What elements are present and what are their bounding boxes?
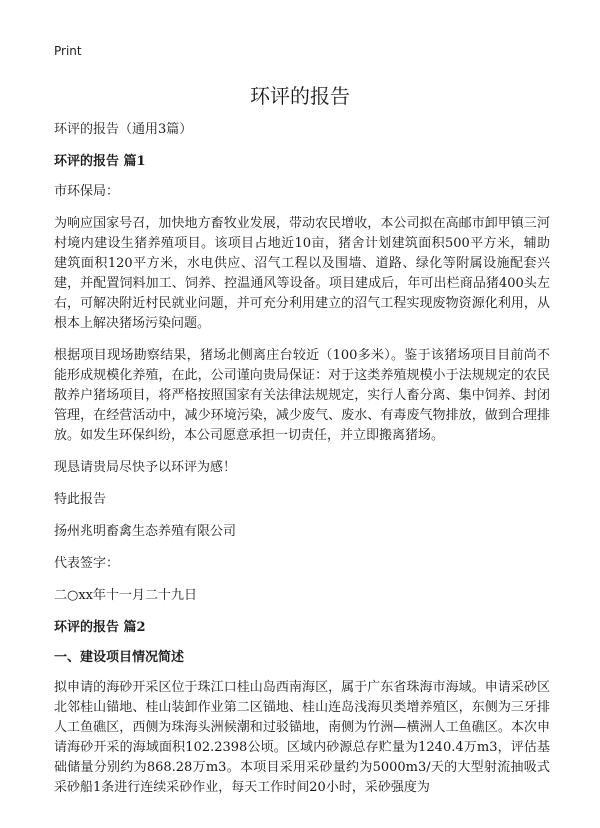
section-1-paragraph-3: 现恳请贵局尽快予以环评为感！ [54, 460, 237, 475]
section-1-paragraph-1: 为响应国家号召，加快地方畜牧业发展，带动农民增收，本公司拟在高邮市卸甲镇三河村境内建设生猪养殖项目。该项目占地近10亩，猪舍计划建筑面积500平方米，辅助建筑面积120平方米，水电供应、沼气工程以及围墙、道路、绿化等附属设施配套兴建，并配置饲料加工、饲养、控温通风等设备。项目建成后，年可出栏商品猪400头左右，可解决附近村民就业问题，并可充分利用建立的沼气工程实现废物资源化利用，从根本上解决猪场污染问题。 [54, 216, 550, 331]
print-link[interactable]: Print [54, 44, 82, 58]
closing-line: 特此报告 [54, 492, 107, 507]
representative-signature: 代表签字： [54, 556, 120, 571]
document-body [54, 120, 550, 810]
section-2-heading: 环评的报告 篇2 [54, 620, 146, 635]
section-1-paragraph-2: 根据项目现场勘察结果，猪场北侧离庄台较近（100多米）。鉴于该猪场项目目前尚不能形成规模化养殖，在此，公司谨向贵局保证：对于这类养殖规模小于法规规定的农民散养户猪场项目，将严格按照国家有关法律法规规定，实行人畜分离、集中饲养、封闭管理，在经营活动中，减少环境污染，减少废气、废水、有毒废气物排放，做到合理排放。如发生环保纠纷，本公司愿意承担一切责任，并立即搬离猪场。 [54, 348, 550, 443]
section-2-paragraph-1: 拟申请的海砂开采区位于珠江口桂山岛西南海区，属于广东省珠海市海域。申请采砂区北邻桂山锚地、桂山装卸作业第二区锚地、桂山连岛浅海贝类增养殖区，东侧为三牙排人工鱼礁区，西侧为珠海头洲候潮和过驳锚地，南侧为竹洲—横洲人工鱼礁区。本次申请海砂开采的海域面积102.2398公顷。区域内砂源总存贮量为1240.4万m3，评估基础储量分别约为868.28万m3。本项目采用采砂量约为5000m3/天的大型射流抽吸式采砂船1条进行连续采砂作业，每天工作时间20小时，采砂强度为 [54, 680, 550, 795]
company-name: 扬州兆明畜禽生态养殖有限公司 [54, 524, 237, 539]
section-1-heading: 环评的报告 篇1 [54, 154, 146, 169]
document-title: 环评的报告 [250, 84, 350, 108]
document-subtitle: 环评的报告（通用3篇） [54, 122, 193, 137]
salutation: 市环保局： [54, 184, 120, 199]
section-2-subheading: 一、建设项目情况简述 [54, 650, 185, 665]
report-date: 二○xx年十一月二十九日 [54, 588, 198, 603]
